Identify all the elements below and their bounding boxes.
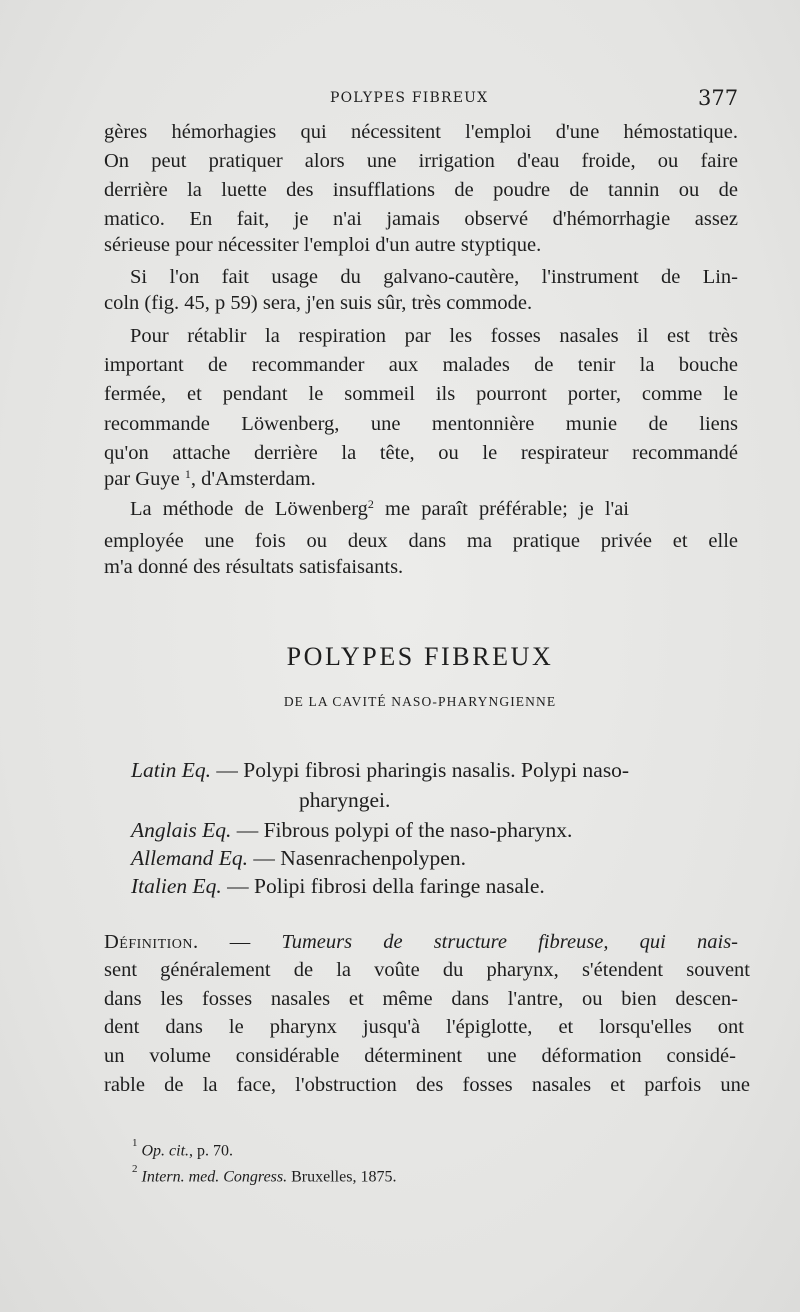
equivalent-german-text: — Nasenrachenpolypen. [248,846,466,870]
paragraph-4-line-2: employée une fois ou deux dans ma pratique privée et elle [104,530,738,552]
definition-label: Définition. [104,931,199,953]
paragraph-3-line-6-end: , d'Amsterdam. [190,468,316,490]
page-number: 377 [698,86,739,110]
footnote-2-source: Intern. med. Congress. [141,1168,288,1186]
paragraph-4-line-3: m'a donné des résultats satisfaisants. [104,556,404,578]
definition-dash: — [198,931,282,953]
equivalent-german [131,846,466,871]
paragraph-1-line-1: gères hémorhagies qui nécessitent l'emploi d'une hémostatique. [104,121,738,143]
equivalent-latin [131,758,629,783]
paragraph-3-line-5: qu'on attache derrière la tête, ou le respirateur recommandé [104,442,738,464]
equivalent-latin-continued: pharyngei. [299,788,391,812]
paragraph-2-line-1: Si l'on fait usage du galvano-cautère, l'instrument de Lin- [130,266,738,288]
paragraph-1-line-2: On peut pratiquer alors une irrigation d'eau froide, ou faire [104,150,738,172]
paragraph-1-line-5: sérieuse pour nécessiter l'emploi d'un autre styptique. [104,234,542,256]
section-subtitle: DE LA CAVITÉ NASO-PHARYNGIENNE [283,694,557,709]
paragraph-4-line-1-end: me paraît préférable; je l'ai [373,498,630,520]
equivalent-english-text: — Fibrous polypi of the naso-pharynx. [231,818,573,842]
definition-line-4: dent dans le pharynx jusqu'à l'épiglotte, et lorsqu'elles ont [104,1016,744,1038]
footnote-ref-2: 2 [367,497,374,511]
paragraph-4-line-1 [130,498,629,521]
definition-line-1 [104,931,738,954]
footnote-2-place: Bruxelles, 1875. [287,1168,397,1186]
section-title: POLYPES FIBREUX [286,642,554,671]
paragraph-3-line-4: recommande Löwenberg, une mentonnière munie de liens [104,413,738,435]
equivalent-italian-label: Italien Eq. [131,874,222,898]
equivalent-english-label: Anglais Eq. [131,818,232,842]
footnote-1-page: , p. 70. [189,1142,234,1160]
equivalent-italian-text: — Polipi fibrosi della faringe nasale. [221,874,545,898]
footnote-1-source: Op. cit. [141,1142,190,1160]
equivalent-latin-text: — Polypi fibrosi pharingis nasalis. Polypi naso- [211,758,630,782]
footnote-1-mark: 1 [132,1137,138,1149]
paragraph-1-line-4: matico. En fait, je n'ai jamais observé d'hémorrhagie assez [104,208,738,230]
paragraph-2-line-2: coln (fig. 45, p 59) sera, j'en suis sûr, très commode. [104,292,533,314]
equivalent-german-label: Allemand Eq. [131,846,249,870]
definition-line-5: un volume considérable déterminent une déformation considé- [104,1045,736,1067]
definition-first-line: Tumeurs de structure fibreuse, qui nais- [281,931,739,953]
footnote-2 [132,1163,397,1186]
footnote-2-mark: 2 [132,1163,138,1175]
paragraph-1-line-3: derrière la luette des insufflations de poudre de tannin ou de [104,179,738,201]
definition-line-3: dans les fosses nasales et même dans l'antre, ou bien descen- [104,988,738,1010]
equivalent-english [131,818,572,843]
footnote-ref-1: 1 [184,467,191,481]
paragraph-4-line-1-text: La méthode de Löwenberg [130,498,368,520]
paragraph-3-line-1: Pour rétablir la respiration par les fosses nasales il est très [130,325,738,347]
paragraph-3-line-6 [104,468,316,491]
running-header: POLYPES FIBREUX [330,90,489,106]
equivalent-italian [131,874,545,899]
equivalent-latin-label: Latin Eq. [131,758,212,782]
definition-line-2: sent généralement de la voûte du pharynx, s'étendent souvent [104,959,750,981]
definition-line-6: rable de la face, l'obstruction des fosses nasales et parfois une [104,1074,750,1096]
paragraph-3-line-6-text: par Guye [104,468,185,490]
paragraph-3-line-2: important de recommander aux malades de tenir la bouche [104,354,738,376]
footnote-1 [132,1137,234,1160]
paragraph-3-line-3: fermée, et pendant le sommeil ils pourront porter, comme le [104,383,738,405]
